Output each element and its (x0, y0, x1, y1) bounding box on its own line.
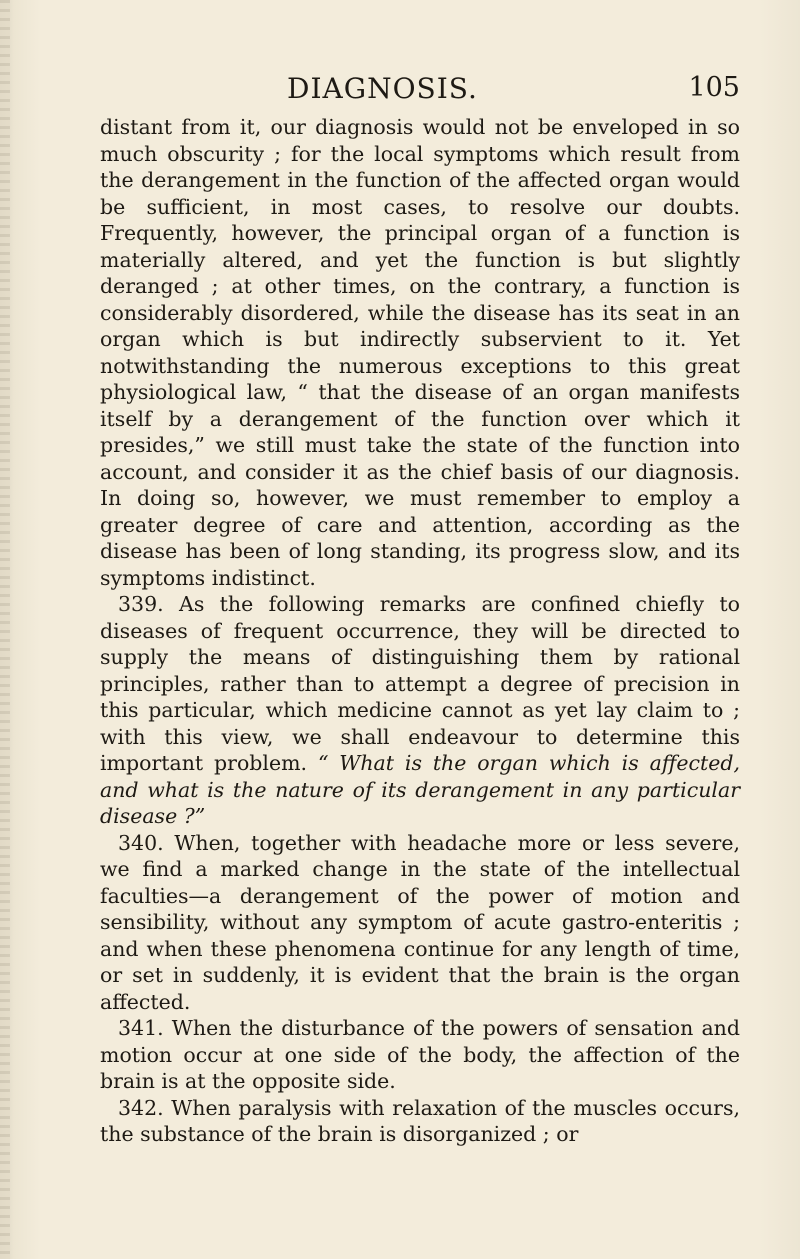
paragraph-341 (100, 1015, 740, 1095)
paragraph-text: distant from it, our diagnosis would not be enveloped in so much obscurity ; for the local symptoms which result from the derangement in the function of the affected organ would be sufficient, in most cases, to resolve our doubts. Frequently, however, the principal organ of a function is materially altered, and yet the function is but slightly deranged ; at other times, on the contrary, a function is considerably disordered, while the disease has its seat in an organ which is but indirectly subservient to it. Yet notwithstanding the numerous exceptions to this great physiological law, “ that the disease of an organ manifests itself by a derangement of the function over which it presides,” we still must take the state of the function into account, and consider it as the chief basis of our diagnosis. In doing so, however, we must remember to employ a greater degree of care and attention, according as the disease has been of long standing, its progress slow, and its symptoms indistinct. (100, 115, 740, 590)
page-binding-edge (0, 0, 10, 1259)
page-number: 105 (688, 72, 740, 103)
paragraph-text: As the following remarks are confined chiefly to diseases of frequent occurrence, they will be directed to supply the means of distinguishing them by rational principles, rather than to attempt a degree of precision in this particular, which medicine cannot as yet lay claim to ; with this view, we shall endeavour to determine this important problem. (100, 592, 740, 775)
paragraph-continued (100, 114, 740, 591)
paragraph-number: 339. (118, 592, 164, 616)
paragraph-number: 342. (118, 1095, 164, 1120)
body-text (100, 114, 740, 1148)
paragraph-number: 340. (118, 830, 164, 855)
page-header (100, 72, 740, 112)
paragraph-text: When the disturbance of the powers of sensation and motion occur at one side of the body, the affection of the brain is at the opposite side. (100, 1016, 740, 1093)
running-head: DIAGNOSIS. (287, 72, 478, 105)
italic-question: “ What is the organ which is affected, and what is the nature of its derangement in any particular disease ?” (100, 751, 740, 828)
paragraph-342 (100, 1095, 740, 1148)
paragraph-339 (100, 591, 740, 830)
paragraph-340 (100, 830, 740, 1016)
paragraph-text: When, together with headache more or less severe, we find a marked change in the state of the intellectual faculties—a derangement of the power of motion and sensibility, without any symptom of acute gastro-enteritis ; and when these phenomena continue for any length of time, or set in suddenly, it is evident that the brain is the organ affected. (100, 830, 740, 1014)
paragraph-text: When paralysis with relaxation of the muscles occurs, the substance of the brain is disorganized ; or (100, 1095, 740, 1146)
paragraph-number: 341. (118, 1016, 164, 1040)
